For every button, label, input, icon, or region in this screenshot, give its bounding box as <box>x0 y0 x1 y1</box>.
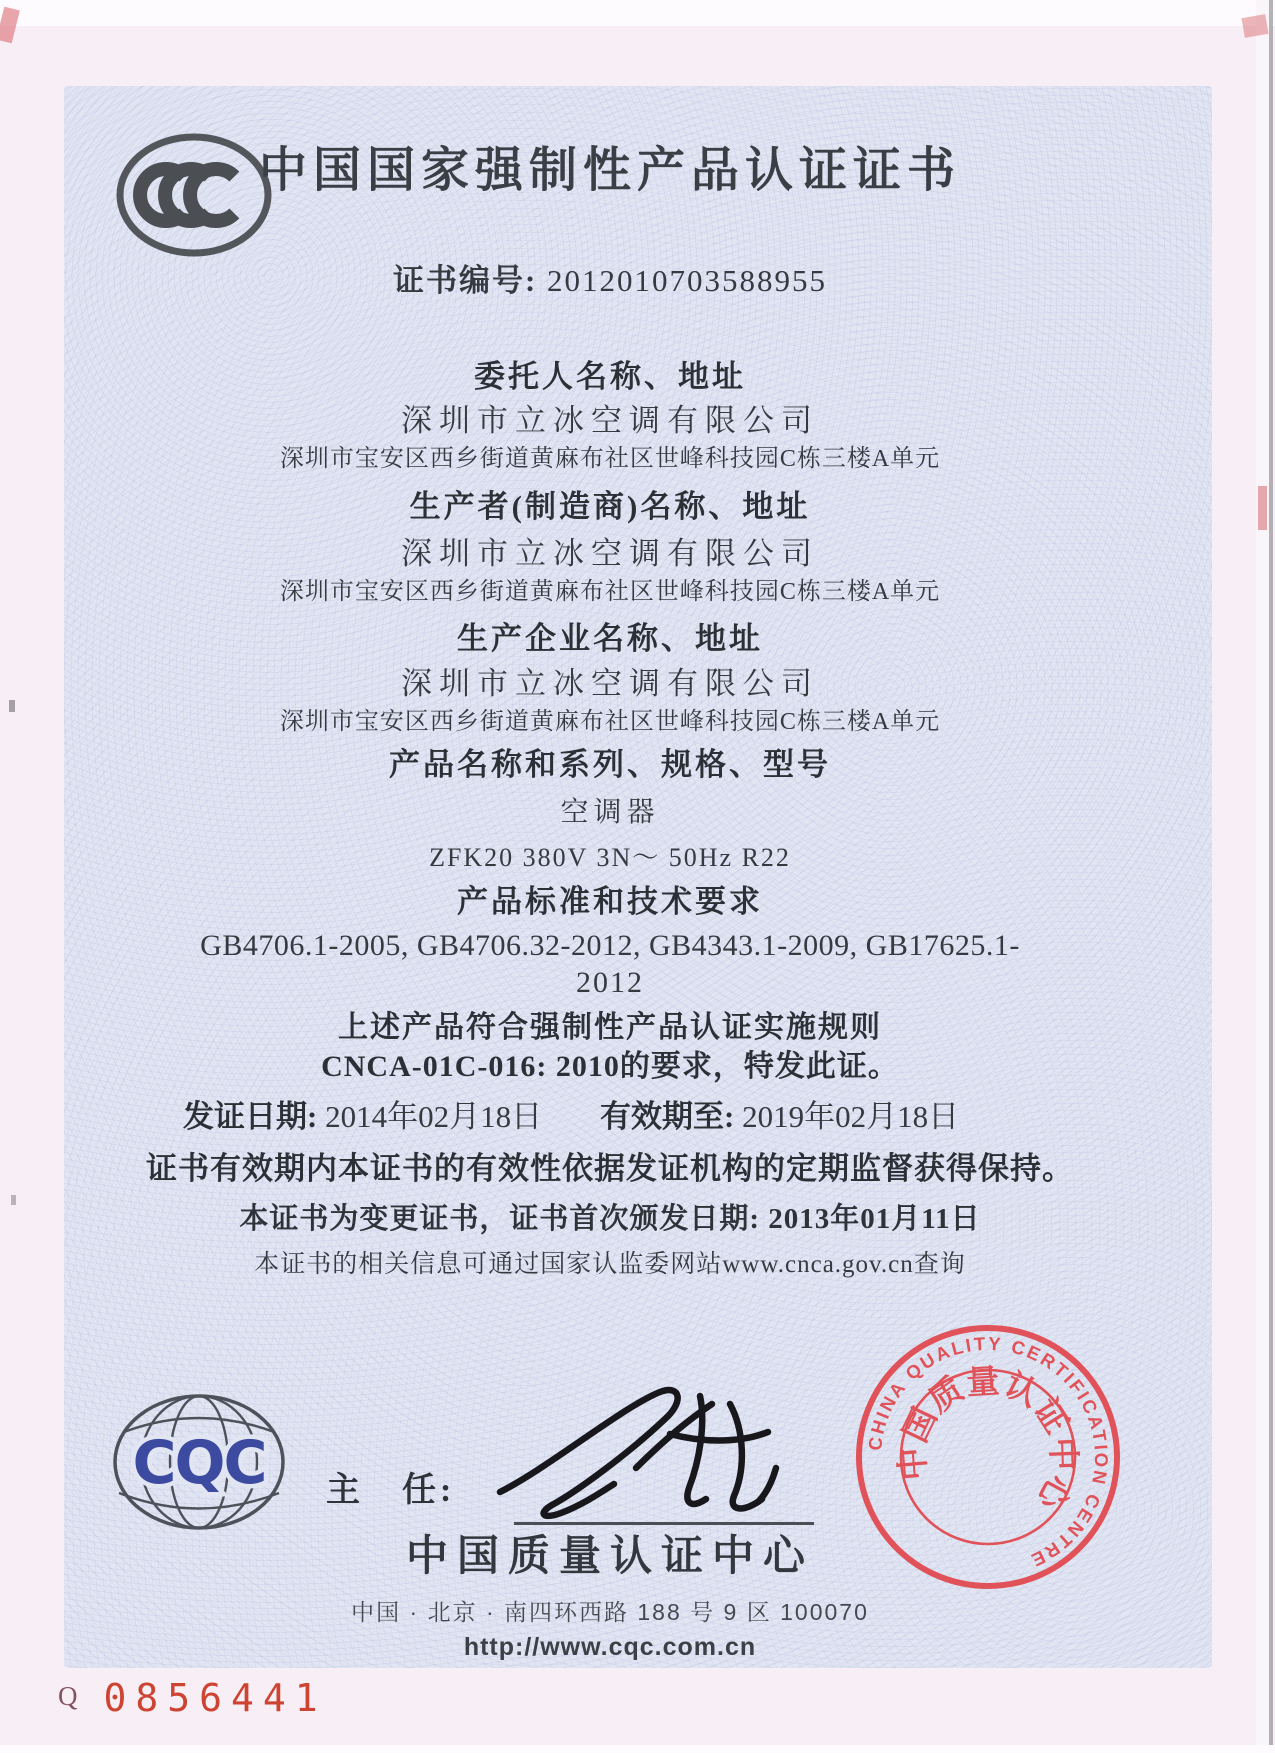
scan-edge-bottom <box>0 1745 1275 1753</box>
certificate-title: 中国国家强制性产品认证证书 <box>258 144 961 197</box>
scan-artifact <box>11 1195 16 1205</box>
product-model: ZFK20 380V 3N～ 50Hz R22 <box>429 843 791 872</box>
expiry-date-value: 2019年02月18日 <box>742 1099 960 1134</box>
expiry-date <box>600 1098 959 1136</box>
product-name: 空调器 <box>560 797 660 828</box>
cqc-globe-logo <box>94 1386 304 1546</box>
certificate-number-value: 2012010703588955 <box>547 263 828 298</box>
compliance-line-2: CNCA-01C-016: 2010的要求，特发此证。 <box>321 1050 899 1083</box>
director-label: 主 任: <box>326 1472 456 1509</box>
manufacturer-name: 深圳市立冰空调有限公司 <box>401 536 819 571</box>
organization-name: 中国质量认证中心 <box>405 1532 814 1579</box>
standards-heading: 产品标准和技术要求 <box>457 884 763 919</box>
product-heading: 产品名称和系列、规格、型号 <box>389 747 831 782</box>
factory-name: 深圳市立冰空调有限公司 <box>401 666 819 701</box>
certificate-number-label: 证书编号: <box>392 263 538 298</box>
manufacturer-address: 深圳市宝安区西乡街道黄麻布社区世峰科技园C栋三楼A单元 <box>279 579 941 605</box>
organization-address: 中国 · 北京 · 南四环西路 188 号 9 区 100070 <box>351 1599 869 1625</box>
issue-date-label: 发证日期: <box>183 1099 318 1134</box>
scan-artifact <box>9 700 15 712</box>
serial-prefix: Q <box>58 1681 78 1711</box>
svg-text:中国质量认证中心 <box>894 1363 1082 1517</box>
organization-url: http://www.cqc.com.cn <box>463 1633 757 1661</box>
scan-edge-right-line <box>1269 0 1273 1753</box>
change-note: 本证书为变更证书，证书首次颁发日期: 2013年01月11日 <box>239 1203 981 1235</box>
standards-line-2: 2012 <box>576 966 644 999</box>
seal-outer-text: CHINA QUALITY CERTIFICATION CENTRE <box>864 1332 1113 1572</box>
scan-edge-top <box>0 0 1275 26</box>
red-seal <box>848 1317 1128 1597</box>
applicant-heading: 委托人名称、地址 <box>474 359 746 394</box>
issue-date-value: 2014年02月18日 <box>325 1099 543 1134</box>
scan-edge-right <box>1256 0 1270 1753</box>
compliance-line-1: 上述产品符合强制性产品认证实施规则 <box>338 1011 882 1044</box>
scan-artifact <box>1258 486 1267 530</box>
seal-inner-text: 中国质量认证中心 <box>894 1364 1081 1516</box>
applicant-address: 深圳市宝安区西乡街道黄麻布社区世峰科技园C栋三楼A单元 <box>279 446 941 472</box>
scan-artifact <box>1241 14 1268 38</box>
certificate-body <box>64 86 1212 1668</box>
maintenance-note: 证书有效期内本证书的有效性依据发证机构的定期监督获得保持。 <box>146 1151 1074 1186</box>
factory-address: 深圳市宝安区西乡街道黄麻布社区世峰科技园C栋三楼A单元 <box>279 709 941 735</box>
standards-line-1: GB4706.1-2005, GB4706.32-2012, GB4343.1-2009, GB17625.1- <box>200 929 1020 962</box>
applicant-name: 深圳市立冰空调有限公司 <box>401 403 819 438</box>
info-note: 本证书的相关信息可通过国家认监委网站www.cnca.gov.cn查询 <box>254 1251 966 1278</box>
issue-date <box>183 1098 542 1136</box>
expiry-date-label: 有效期至: <box>600 1099 735 1134</box>
certificate-number-line <box>64 262 1156 300</box>
manufacturer-heading: 生产者(制造商)名称、地址 <box>409 489 811 524</box>
serial-digits: 0856441 <box>103 1676 327 1720</box>
director-signature <box>478 1372 818 1532</box>
signature-line <box>514 1522 814 1525</box>
serial-number <box>58 1676 327 1720</box>
factory-heading: 生产企业名称、地址 <box>457 621 763 656</box>
cqc-letters: CQC <box>132 1428 266 1498</box>
dates-row <box>64 1098 1156 1138</box>
